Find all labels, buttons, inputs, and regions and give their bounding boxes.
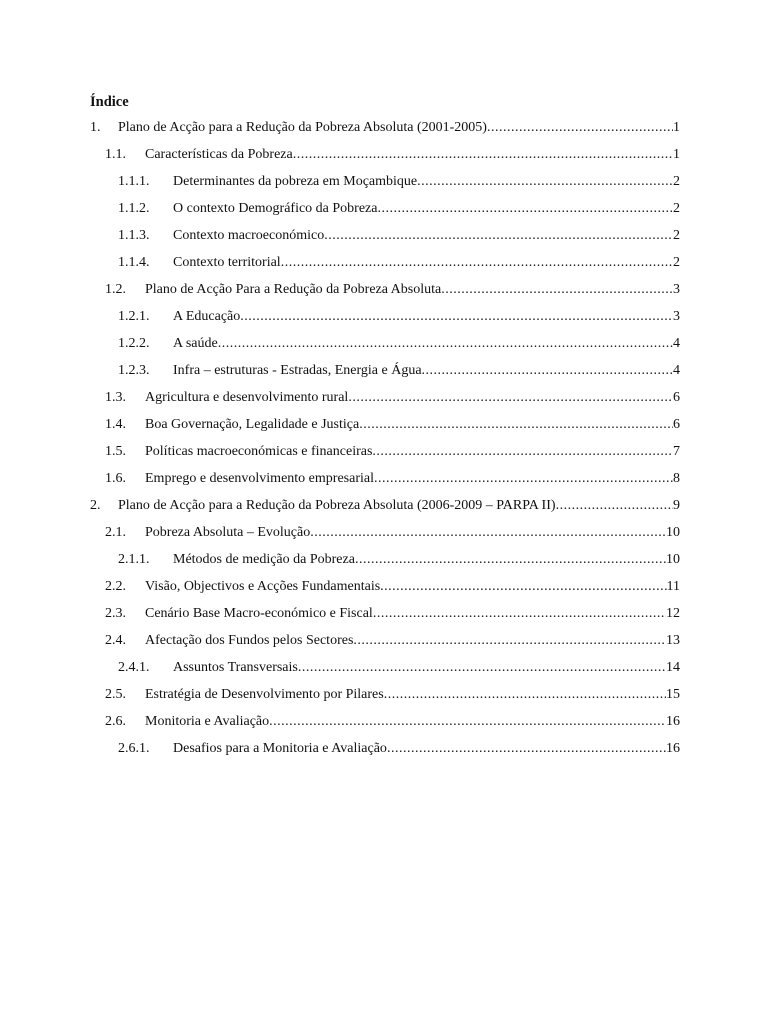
toc-entry[interactable] [0, 254, 768, 281]
toc-entry-title: Emprego e desenvolvimento empresarial [145, 471, 374, 486]
toc-entry-number: 2.6. [105, 714, 126, 729]
toc-entry[interactable] [0, 659, 768, 686]
toc-entry-number: 1.3. [105, 390, 126, 405]
toc-dot-leader [293, 146, 673, 164]
toc-entry-number: 1.1.1. [118, 174, 150, 189]
toc-entry-line [173, 254, 680, 272]
toc-entry-number: 2.4.1. [118, 660, 150, 675]
toc-dot-leader [240, 308, 673, 326]
toc-entry-page-number: 9 [673, 498, 680, 513]
toc-entry-line [173, 173, 680, 191]
toc-entry-page-number: 13 [666, 633, 680, 648]
toc-entry[interactable] [0, 308, 768, 335]
toc-entry-line [118, 119, 680, 137]
toc-dot-leader [348, 389, 673, 407]
toc-entry-title: Estratégia de Desenvolvimento por Pilares [145, 687, 384, 702]
toc-entry-title: Contexto territorial [173, 255, 281, 270]
toc-entry-number: 1.1. [105, 147, 126, 162]
toc-entry-title: A Educação [173, 309, 241, 324]
toc-dot-leader [353, 632, 666, 650]
toc-entry-line [145, 443, 680, 461]
toc-entry-line [145, 632, 680, 650]
toc-dot-leader [384, 686, 666, 704]
toc-entry-line [145, 578, 680, 596]
toc-entry-page-number: 3 [673, 282, 680, 297]
toc-entry[interactable] [0, 200, 768, 227]
toc-dot-leader [298, 659, 666, 677]
toc-entry-page-number: 6 [673, 390, 680, 405]
toc-entry[interactable] [0, 470, 768, 497]
toc-entry-page-number: 16 [666, 741, 680, 756]
toc-entry-number: 1.1.4. [118, 255, 150, 270]
toc-entry-page-number: 4 [673, 336, 680, 351]
toc-entry-number: 1.5. [105, 444, 126, 459]
toc-entry-title: Monitoria e Avaliação [145, 714, 270, 729]
toc-entry-line [145, 470, 680, 488]
toc-entry-line [145, 713, 680, 731]
toc-entry[interactable] [0, 686, 768, 713]
toc-entry[interactable] [0, 740, 768, 767]
toc-entry-line [173, 335, 680, 353]
toc-dot-leader [359, 416, 673, 434]
toc-entry-title: Boa Governação, Legalidade e Justiça [145, 417, 360, 432]
toc-entry-line [118, 497, 680, 515]
toc-entry-page-number: 11 [666, 579, 680, 594]
toc-entry-page-number: 7 [673, 444, 680, 459]
toc-entry-line [173, 659, 680, 677]
toc-entry-title: Determinantes da pobreza em Moçambique [173, 174, 418, 189]
toc-entry-line [173, 227, 680, 245]
toc-dot-leader [372, 443, 673, 461]
toc-entry-line [173, 200, 680, 218]
table-of-contents [0, 119, 768, 767]
toc-entry-title: Plano de Acção para a Redução da Pobreza Absoluta (2006-2009 – PARPA II) [118, 498, 556, 513]
toc-entry-page-number: 6 [673, 417, 680, 432]
toc-dot-leader [422, 362, 673, 380]
toc-entry-number: 1.2.1. [118, 309, 150, 324]
toc-entry-number: 2.4. [105, 633, 126, 648]
toc-entry-title: Características da Pobreza [145, 147, 293, 162]
toc-entry-title: Contexto macroeconómico [173, 228, 325, 243]
toc-entry[interactable] [0, 173, 768, 200]
toc-entry-title: Afectação dos Fundos pelos Sectores [145, 633, 354, 648]
toc-entry-number: 1.2.3. [118, 363, 150, 378]
toc-entry-number: 1.2. [105, 282, 126, 297]
toc-entry-number: 1.6. [105, 471, 126, 486]
toc-dot-leader [373, 605, 666, 623]
toc-dot-leader [281, 254, 673, 272]
toc-entry-number: 2.1.1. [118, 552, 150, 567]
toc-entry-page-number: 14 [666, 660, 680, 675]
toc-entry[interactable] [0, 632, 768, 659]
toc-entry-number: 2.1. [105, 525, 126, 540]
toc-entry[interactable] [0, 443, 768, 470]
toc-dot-leader [417, 173, 673, 191]
toc-entry-line [173, 740, 680, 758]
toc-dot-leader [269, 713, 666, 731]
toc-entry-page-number: 8 [673, 471, 680, 486]
toc-entry-number: 1. [90, 120, 101, 135]
toc-entry-line [145, 686, 680, 704]
toc-entry-page-number: 16 [666, 714, 680, 729]
toc-entry-title: Métodos de medição da Pobreza [173, 552, 355, 567]
toc-entry-number: 1.4. [105, 417, 126, 432]
toc-entry-page-number: 2 [673, 201, 680, 216]
toc-dot-leader [387, 740, 666, 758]
toc-entry-line [173, 362, 680, 380]
toc-entry[interactable] [0, 713, 768, 740]
toc-dot-leader [377, 200, 673, 218]
toc-entry[interactable] [0, 227, 768, 254]
toc-dot-leader [441, 281, 673, 299]
toc-entry-number: 1.1.3. [118, 228, 150, 243]
toc-entry-number: 2.2. [105, 579, 126, 594]
toc-entry[interactable] [0, 551, 768, 578]
toc-entry[interactable] [0, 281, 768, 308]
toc-entry[interactable] [0, 416, 768, 443]
toc-entry-title: Agricultura e desenvolvimento rural [145, 390, 349, 405]
toc-entry[interactable] [0, 335, 768, 362]
toc-entry-number: 2.5. [105, 687, 126, 702]
toc-dot-leader [355, 551, 666, 569]
toc-entry-line [173, 551, 680, 569]
toc-entry[interactable] [0, 362, 768, 389]
toc-entry-page-number: 2 [673, 228, 680, 243]
toc-entry-number: 2.6.1. [118, 741, 150, 756]
toc-heading: Índice [90, 94, 129, 110]
toc-entry-number: 1.2.2. [118, 336, 150, 351]
toc-entry-title: Assuntos Transversais [173, 660, 298, 675]
toc-entry-title: Plano de Acção para a Redução da Pobreza Absoluta (2001-2005) [118, 120, 487, 135]
toc-entry[interactable] [0, 389, 768, 416]
toc-entry-page-number: 10 [666, 525, 680, 540]
toc-dot-leader [374, 470, 673, 488]
toc-entry[interactable] [0, 146, 768, 173]
toc-dot-leader [487, 119, 673, 137]
toc-entry-line [145, 416, 680, 434]
toc-dot-leader [324, 227, 673, 245]
toc-entry-line [145, 146, 680, 164]
toc-entry-page-number: 2 [673, 255, 680, 270]
toc-dot-leader [218, 335, 673, 353]
toc-entry-page-number: 15 [666, 687, 680, 702]
toc-entry-line [173, 308, 680, 326]
toc-entry-page-number: 1 [673, 120, 680, 135]
toc-entry-title: Políticas macroeconómicas e financeiras [145, 444, 373, 459]
toc-entry-line [145, 605, 680, 623]
toc-entry-page-number: 2 [673, 174, 680, 189]
toc-entry[interactable] [0, 605, 768, 632]
toc-entry-title: Desafios para a Monitoria e Avaliação [173, 741, 387, 756]
toc-entry-number: 2.3. [105, 606, 126, 621]
toc-entry-title: Cenário Base Macro-económico e Fiscal [145, 606, 373, 621]
toc-entry-line [145, 389, 680, 407]
toc-entry-title: O contexto Demográfico da Pobreza [173, 201, 378, 216]
toc-entry-page-number: 4 [673, 363, 680, 378]
toc-entry-number: 1.1.2. [118, 201, 150, 216]
toc-entry-title: Plano de Acção Para a Redução da Pobreza Absoluta [145, 282, 442, 297]
toc-entry[interactable] [0, 524, 768, 551]
toc-entry-number: 2. [90, 498, 101, 513]
toc-entry-page-number: 12 [666, 606, 680, 621]
toc-dot-leader [556, 497, 673, 515]
toc-entry[interactable] [0, 119, 768, 146]
toc-entry-line [145, 281, 680, 299]
toc-entry-title: Pobreza Absoluta – Evolução [145, 525, 311, 540]
toc-entry-page-number: 1 [673, 147, 680, 162]
toc-dot-leader [380, 578, 666, 596]
toc-entry[interactable] [0, 578, 768, 605]
toc-entry-line [145, 524, 680, 542]
toc-entry[interactable] [0, 497, 768, 524]
toc-entry-title: A saúde [173, 336, 218, 351]
toc-entry-page-number: 3 [673, 309, 680, 324]
toc-entry-title: Infra – estruturas - Estradas, Energia e Água [173, 363, 422, 378]
toc-entry-page-number: 10 [666, 552, 680, 567]
toc-entry-title: Visão, Objectivos e Acções Fundamentais [145, 579, 381, 594]
toc-dot-leader [310, 524, 666, 542]
